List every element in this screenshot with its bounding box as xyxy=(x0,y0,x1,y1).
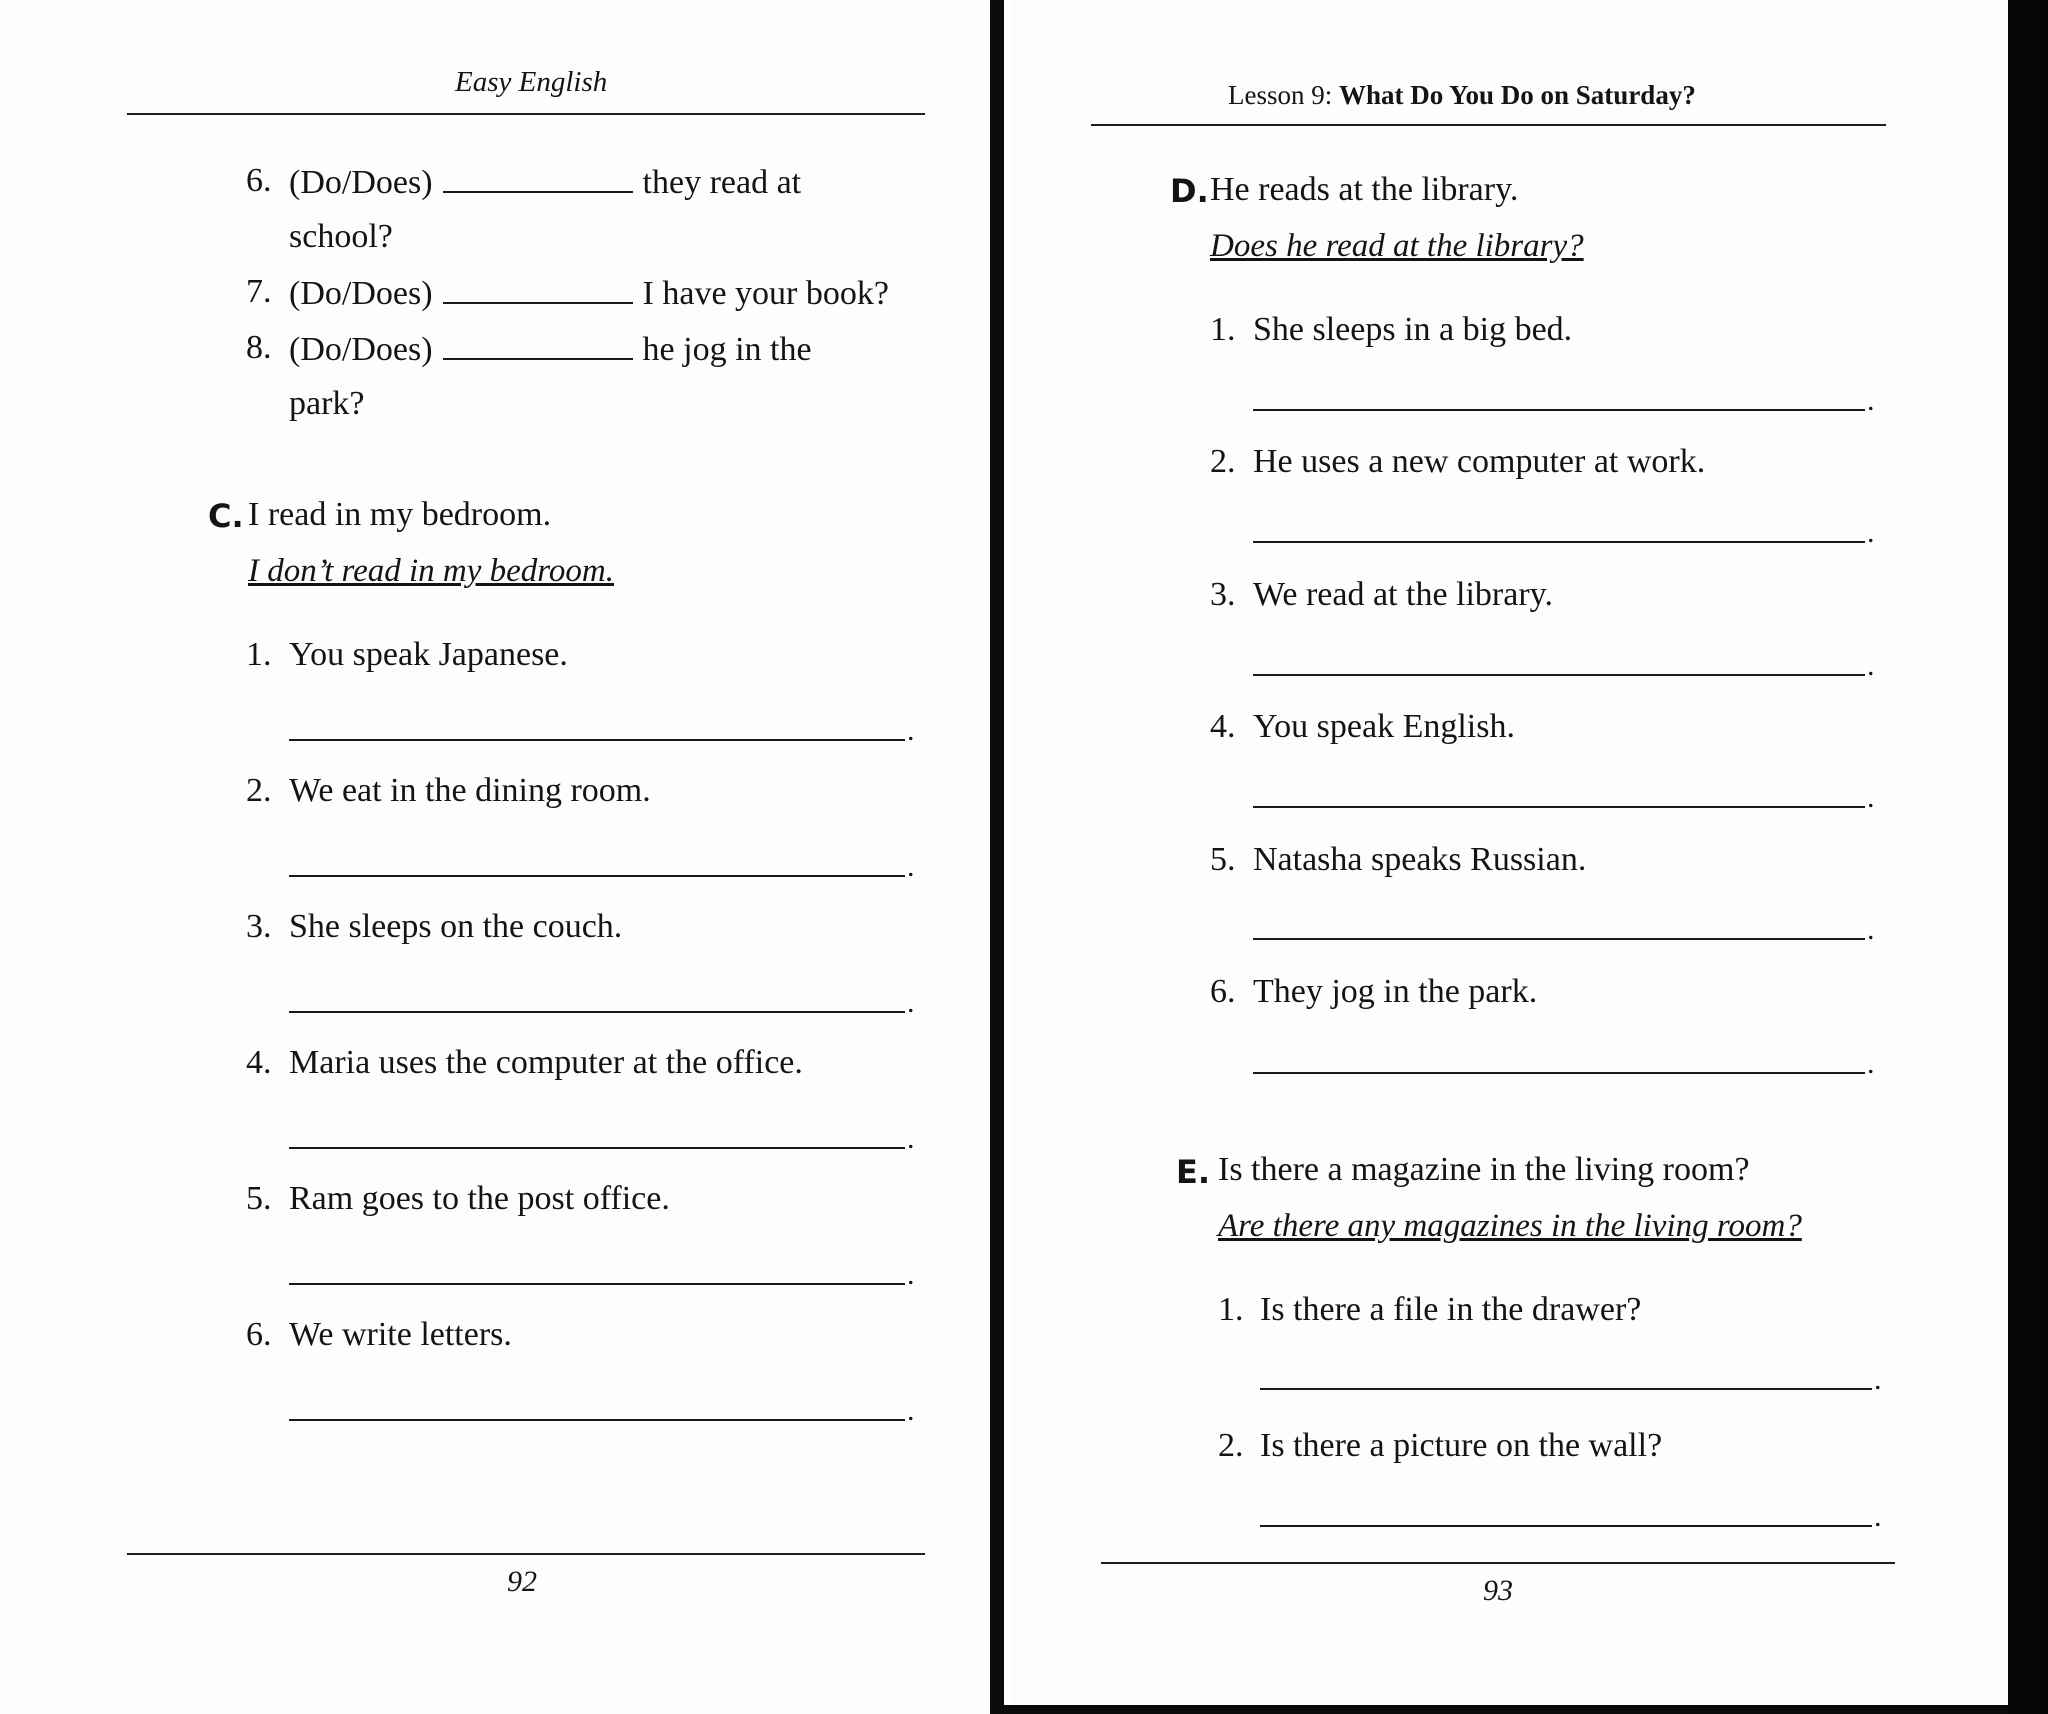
item-number: 1. xyxy=(1218,1291,1244,1328)
period-mark: . xyxy=(907,986,915,1019)
gutter-shadow xyxy=(990,0,1004,1714)
answer-blank[interactable] xyxy=(443,161,633,193)
answer-line[interactable] xyxy=(1253,409,1865,411)
choice-text: (Do/Does) xyxy=(289,164,433,201)
item-continuation: park? xyxy=(289,385,365,422)
footer-rule-right xyxy=(1101,1562,1895,1564)
item-text: They jog in the park. xyxy=(1253,973,1538,1010)
item-text: I have your book? xyxy=(642,275,889,312)
footer-rule-left xyxy=(127,1553,925,1555)
period-mark: . xyxy=(1867,384,1875,417)
section-prompt: Is there a magazine in the living room? xyxy=(1218,1151,1750,1188)
period-mark: . xyxy=(1874,1500,1882,1533)
period-mark: . xyxy=(1867,649,1875,682)
answer-line[interactable] xyxy=(289,875,905,877)
item-number: 6. xyxy=(246,162,272,199)
section-prompt: He reads at the library. xyxy=(1210,171,1519,208)
item-text: Is there a picture on the wall? xyxy=(1260,1427,1663,1464)
item-number: 2. xyxy=(1218,1427,1244,1464)
item-number: 6. xyxy=(1210,973,1236,1010)
item-number: 7. xyxy=(246,273,272,310)
answer-line[interactable] xyxy=(1253,674,1865,676)
period-mark: . xyxy=(1867,1047,1875,1080)
section-letter: D. xyxy=(1170,172,1209,210)
lesson-number: Lesson 9: xyxy=(1228,80,1339,110)
period-mark: . xyxy=(1874,1363,1882,1396)
answer-line[interactable] xyxy=(1253,541,1865,543)
item-text: He uses a new computer at work. xyxy=(1253,443,1706,480)
section-example: Are there any magazines in the living room? xyxy=(1218,1208,1802,1244)
answer-line[interactable] xyxy=(289,1419,905,1421)
header-rule-left xyxy=(127,113,925,115)
header-rule-right xyxy=(1091,124,1886,126)
period-mark: . xyxy=(907,850,915,883)
answer-line[interactable] xyxy=(289,739,905,741)
item-text: We eat in the dining room. xyxy=(289,772,651,809)
fill-in-item xyxy=(289,328,812,370)
item-number: 3. xyxy=(246,908,272,945)
period-mark: . xyxy=(907,1394,915,1427)
item-number: 2. xyxy=(246,772,272,809)
item-number: 4. xyxy=(246,1044,272,1081)
item-text: Ram goes to the post office. xyxy=(289,1180,670,1217)
page-number-right: 93 xyxy=(1483,1574,1513,1607)
section-example: I don’t read in my bedroom. xyxy=(248,553,614,589)
page-number-left: 92 xyxy=(507,1565,537,1598)
item-number: 3. xyxy=(1210,576,1236,613)
left-page xyxy=(0,0,990,1714)
fill-in-item xyxy=(289,161,801,203)
item-number: 5. xyxy=(1210,841,1236,878)
page-bottom-edge xyxy=(1004,1705,2008,1714)
answer-blank[interactable] xyxy=(443,272,633,304)
section-example: Does he read at the library? xyxy=(1210,228,1584,264)
item-text: Is there a file in the drawer? xyxy=(1260,1291,1642,1328)
item-number: 1. xyxy=(246,636,272,673)
section-letter: C. xyxy=(208,497,244,535)
fill-in-item xyxy=(289,272,889,314)
answer-line[interactable] xyxy=(1253,938,1865,940)
item-number: 4. xyxy=(1210,708,1236,745)
item-text: Natasha speaks Russian. xyxy=(1253,841,1587,878)
period-mark: . xyxy=(907,1258,915,1291)
left-running-header: Easy English xyxy=(455,66,608,98)
right-running-header xyxy=(1228,80,1696,111)
lesson-title: What Do You Do on Saturday? xyxy=(1339,80,1696,110)
item-text: She sleeps on the couch. xyxy=(289,908,623,945)
item-text: She sleeps in a big bed. xyxy=(1253,311,1573,348)
item-number: 6. xyxy=(246,1316,272,1353)
item-continuation: school? xyxy=(289,218,393,255)
item-text: they read at xyxy=(642,164,802,201)
answer-blank[interactable] xyxy=(443,328,633,360)
item-number: 2. xyxy=(1210,443,1236,480)
item-text: We read at the library. xyxy=(1253,576,1553,613)
period-mark: . xyxy=(1867,516,1875,549)
answer-line[interactable] xyxy=(1260,1388,1872,1390)
item-text: he jog in the xyxy=(642,331,812,368)
period-mark: . xyxy=(1867,781,1875,814)
section-letter: E. xyxy=(1176,1153,1211,1191)
choice-text: (Do/Does) xyxy=(289,275,433,312)
answer-line[interactable] xyxy=(1253,1072,1865,1074)
item-text: You speak Japanese. xyxy=(289,636,568,673)
scan-edge-right xyxy=(2008,0,2048,1714)
item-number: 1. xyxy=(1210,311,1236,348)
item-text: You speak English. xyxy=(1253,708,1515,745)
answer-line[interactable] xyxy=(289,1147,905,1149)
answer-line[interactable] xyxy=(289,1011,905,1013)
period-mark: . xyxy=(907,714,915,747)
item-text: We write letters. xyxy=(289,1316,512,1353)
period-mark: . xyxy=(1867,913,1875,946)
answer-line[interactable] xyxy=(1260,1525,1872,1527)
answer-line[interactable] xyxy=(1253,806,1865,808)
item-number: 8. xyxy=(246,329,272,366)
choice-text: (Do/Does) xyxy=(289,331,433,368)
answer-line[interactable] xyxy=(289,1283,905,1285)
item-number: 5. xyxy=(246,1180,272,1217)
period-mark: . xyxy=(907,1122,915,1155)
item-text: Maria uses the computer at the office. xyxy=(289,1044,803,1081)
section-prompt: I read in my bedroom. xyxy=(248,496,552,533)
